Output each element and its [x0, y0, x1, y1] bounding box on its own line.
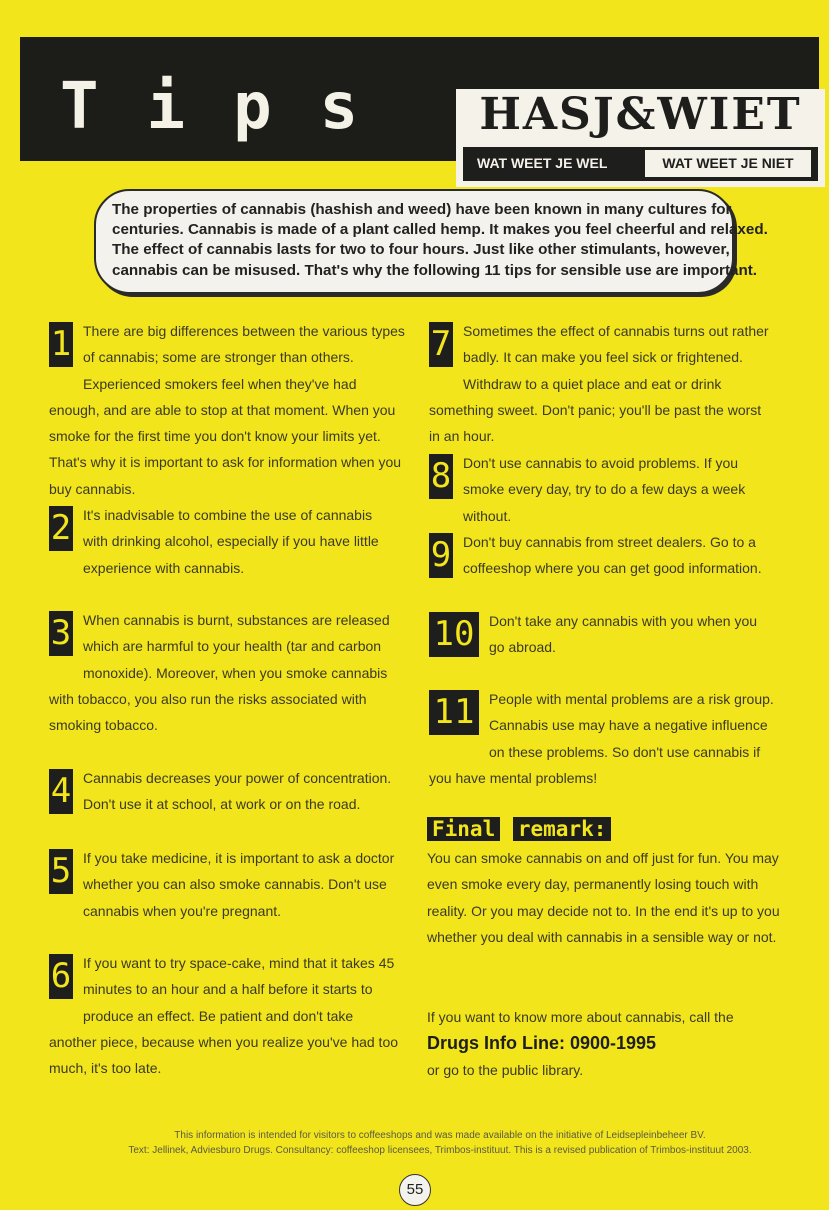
tip-number: 10 [429, 612, 479, 657]
info-block [427, 1004, 787, 1083]
brand-title: HASJ&WIET [479, 89, 802, 140]
tip-9 [429, 529, 769, 582]
intro-line: The properties of cannabis (hashish and weed) have been known in many cultures for [112, 201, 732, 218]
tip-number: 7 [429, 322, 453, 367]
tip-number: 6 [49, 954, 73, 999]
tip-text: Don't buy cannabis from street dealers. Go to a coffeeshop where you can get good information. [463, 534, 762, 577]
tip-text: Don't take any cannabis with you when you go abroad. [489, 613, 758, 656]
final-remark-heading [427, 815, 611, 843]
tip-text: It's inadvisable to combine the use of cannabis with drinking alcohol, especially if you have little experience with cannabis. [83, 507, 379, 576]
info-line: If you want to know more about cannabis, call the [427, 1009, 734, 1025]
tip-number: 9 [429, 533, 453, 578]
page-title: Tips [60, 70, 407, 144]
tip-number: 5 [49, 849, 73, 894]
tip-text: Cannabis decreases your power of concentration. Don't use it at school, at work or on the road. [83, 770, 392, 813]
tip-number: 8 [429, 454, 453, 499]
intro-line: centuries. Cannabis is made of a plant called hemp. It makes you feel cheerful and relaxed. [112, 221, 768, 239]
tip-number: 1 [49, 322, 73, 367]
page-number: 55 [399, 1174, 431, 1206]
info-line: or go to the public library. [427, 1061, 584, 1078]
tip-2 [49, 502, 397, 581]
tip-10 [429, 608, 769, 661]
footer-line: Text: Jellinek, Adviesburo Drugs. Consultancy: coffeeshop licensees, Trimbos-instituut. This is a revised publication of Trimbos-instituut 2003. [128, 1145, 752, 1156]
tip-text: People with mental problems are a risk group. Cannabis use may have a negative influence on these problems. So don't use cannabis if you have mental problems! [429, 691, 774, 786]
tip-number: 4 [49, 769, 73, 814]
info-phone: Drugs Info Line: 0900-1995 [427, 1033, 657, 1054]
tip-3 [49, 607, 401, 738]
tip-text: If you take medicine, it is important to ask a doctor whether you can also smoke cannabis. Don't use cannabis when you're pregnant. [83, 850, 395, 919]
intro-line: The effect of cannabis lasts for two to four hours. Just like other stimulants, however, [112, 241, 730, 259]
tip-7 [429, 318, 775, 449]
tip-text: Don't use cannabis to avoid problems. If you smoke every day, try to do a few days a week without. [463, 455, 746, 524]
header-banner [20, 37, 819, 171]
footer-line: This information is intended for visitors to coffeeshops and was made available on the initiative of Leidsepleinbeheer BV. [174, 1130, 706, 1141]
brand-tagline-bar [463, 147, 818, 181]
intro-box [94, 189, 768, 294]
tip-text: If you want to try space-cake, mind that it takes 45 minutes to an hour and a half before it starts to produce an effect. Be patient and don't take another piece, because when you realize you've had too much, it's too late. [49, 955, 399, 1077]
tip-1 [49, 318, 405, 502]
final-remark-label-1: Final [427, 817, 500, 841]
tagline-unknown: WAT WEET JE NIET [645, 150, 811, 177]
final-remark-label-2: remark: [513, 817, 612, 841]
brand-logo [456, 89, 825, 187]
tagline-known: WAT WEET JE WEL [477, 155, 608, 171]
tip-number: 3 [49, 611, 73, 656]
footer [60, 1128, 820, 1158]
tip-text: When cannabis is burnt, substances are released which are harmful to your health (tar and carbon monoxide). Moreover, when you smoke cannabis with tobacco, you also run the risks associated with smoking tobacco. [49, 612, 390, 734]
tip-number: 11 [429, 690, 479, 735]
tip-11 [429, 686, 781, 791]
final-remark-text: You can smoke cannabis on and off just for fun. You may even smoke every day, permanently losing touch with reality. Or you may decide not to. In the end it's up to you whether you deal with cannabis in a sensible way or not. [427, 850, 780, 945]
tip-text: Sometimes the effect of cannabis turns out rather badly. It can make you feel sick or frightened. Withdraw to a quiet place and eat or drink something sweet. Don't panic; you'll be past the worst in an hour. [429, 323, 769, 445]
tip-6 [49, 950, 399, 1081]
tip-text: There are big differences between the various types of cannabis; some are stronger than others. Experienced smokers feel when they've had enough, and are able to stop at that moment. When you smoke for the first time you don't know your limits yet. That's why it is important to ask for information when you buy cannabis. [49, 323, 405, 497]
tip-number: 2 [49, 506, 73, 551]
tip-4 [49, 765, 395, 818]
intro-line: cannabis can be misused. That's why the following 11 tips for sensible use are important. [112, 261, 758, 279]
tip-8 [429, 450, 781, 529]
tip-5 [49, 845, 403, 924]
